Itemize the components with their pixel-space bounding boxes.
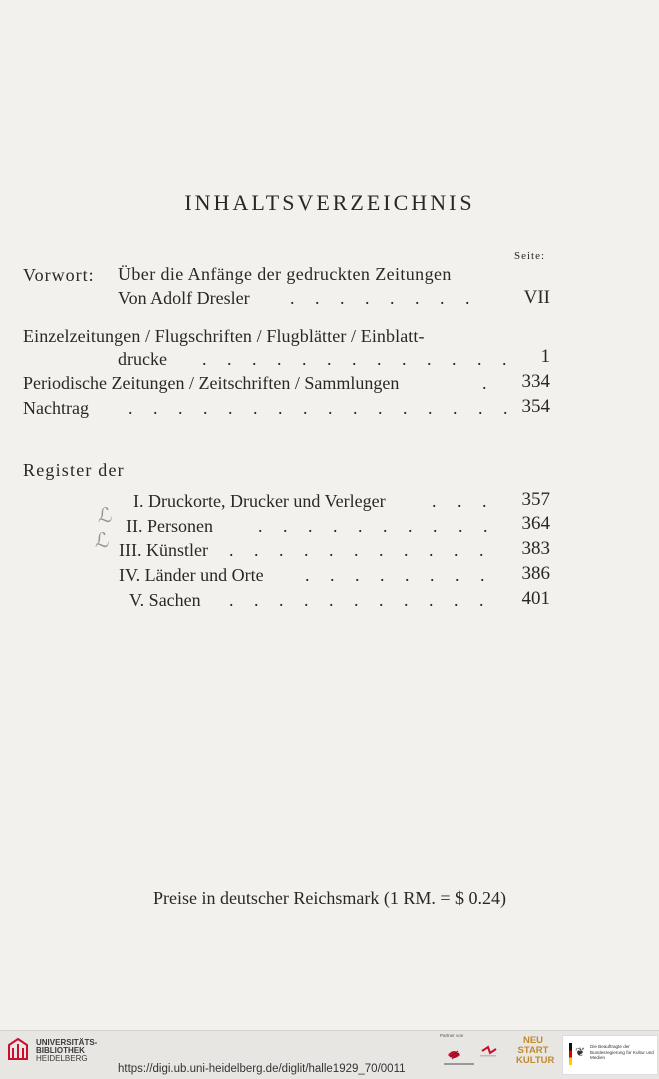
register-item-dots: . . . bbox=[432, 491, 495, 511]
vorwort-label: Vorwort: bbox=[23, 265, 95, 285]
register-item-page: 383 bbox=[521, 538, 550, 559]
einzel-entry-line2: drucke bbox=[118, 349, 167, 369]
register-item-page: 401 bbox=[521, 588, 550, 609]
register-item-label: V. Sachen bbox=[129, 590, 201, 610]
library-name-line: HEIDELBERG bbox=[36, 1054, 88, 1063]
nachtrag-page: 354 bbox=[521, 396, 550, 417]
einzel-entry-line1: Einzelzeitungen / Flugschriften / Flugblätter / Einblatt- bbox=[23, 326, 425, 346]
eagle-icon: ❦ bbox=[575, 1045, 586, 1059]
neustart-kultur-logo[interactable] bbox=[516, 1035, 555, 1070]
federal-government-logo[interactable] bbox=[562, 1035, 658, 1075]
vorwort-title: Über die Anfänge der gedruckten Zeitungen bbox=[118, 264, 452, 284]
neustart-line: START bbox=[517, 1045, 549, 1056]
partner-label: Partner von bbox=[440, 1033, 464, 1038]
register-item-page: 364 bbox=[521, 513, 550, 534]
register-item-page: 357 bbox=[521, 489, 550, 510]
register-item-dots: . . . . . . . . . . bbox=[258, 516, 496, 536]
vorwort-author: Von Adolf Dresler bbox=[118, 288, 250, 308]
neustart-line: KULTUR bbox=[516, 1055, 555, 1066]
register-item-dots: . . . . . . . . bbox=[305, 565, 493, 585]
pencil-mark: ℒ bbox=[98, 503, 113, 527]
university-library-name[interactable] bbox=[36, 1039, 97, 1063]
permalink-url[interactable]: https://digi.ub.uni-heidelberg.de/diglit/halle1929_70/0011 bbox=[118, 1063, 406, 1075]
register-item-dots: . . . . . . . . . . . bbox=[229, 590, 492, 610]
price-note: Preise in deutscher Reichsmark (1 RM. = $ 0.24) bbox=[152, 888, 507, 908]
vorwort-leader-dots: . . . . . . . . bbox=[290, 288, 478, 308]
library-name-line: BIBLIOTHEK bbox=[36, 1046, 85, 1055]
flag-icon bbox=[569, 1043, 572, 1065]
nachtrag-leader-dots: . . . . . . . . . . . . . . . . bbox=[128, 398, 516, 418]
register-item-dots: . . . . . . . . . . . bbox=[229, 540, 492, 560]
register-item-label: II. Personen bbox=[126, 516, 213, 536]
einzel-leader-dots: . . . . . . . . . . . . . bbox=[202, 349, 515, 369]
register-item-label: III. Künstler bbox=[119, 540, 208, 560]
library-name-line: UNIVERSITÄTS- bbox=[36, 1038, 98, 1047]
vorwort-page: VII bbox=[523, 287, 550, 308]
seite-label: Seite: bbox=[514, 250, 546, 262]
viewer-footer-bar bbox=[0, 1030, 659, 1079]
university-library-logo-icon[interactable] bbox=[7, 1037, 29, 1061]
periodisch-leader-dots: . bbox=[482, 373, 495, 393]
nachtrag-entry: Nachtrag bbox=[23, 398, 89, 418]
register-item-label: IV. Länder und Orte bbox=[119, 565, 264, 585]
periodisch-entry: Periodische Zeitungen / Zeitschriften / Sammlungen bbox=[23, 373, 400, 393]
pencil-mark: ℒ bbox=[95, 528, 110, 552]
page-title: INHALTSVERZEICHNIS bbox=[184, 190, 475, 215]
register-item-page: 386 bbox=[521, 563, 550, 584]
register-heading: Register der bbox=[23, 460, 125, 480]
einzel-page: 1 bbox=[540, 346, 550, 367]
register-item-label: I. Druckorte, Drucker und Verleger bbox=[133, 491, 386, 511]
periodisch-page: 334 bbox=[521, 371, 550, 392]
partner-logo-icon[interactable] bbox=[440, 1041, 510, 1067]
neustart-line: NEU bbox=[522, 1035, 544, 1046]
federal-commissioner-text: Die Beauftragte der Bundesregierung für Kultur und Medien bbox=[590, 1044, 654, 1060]
